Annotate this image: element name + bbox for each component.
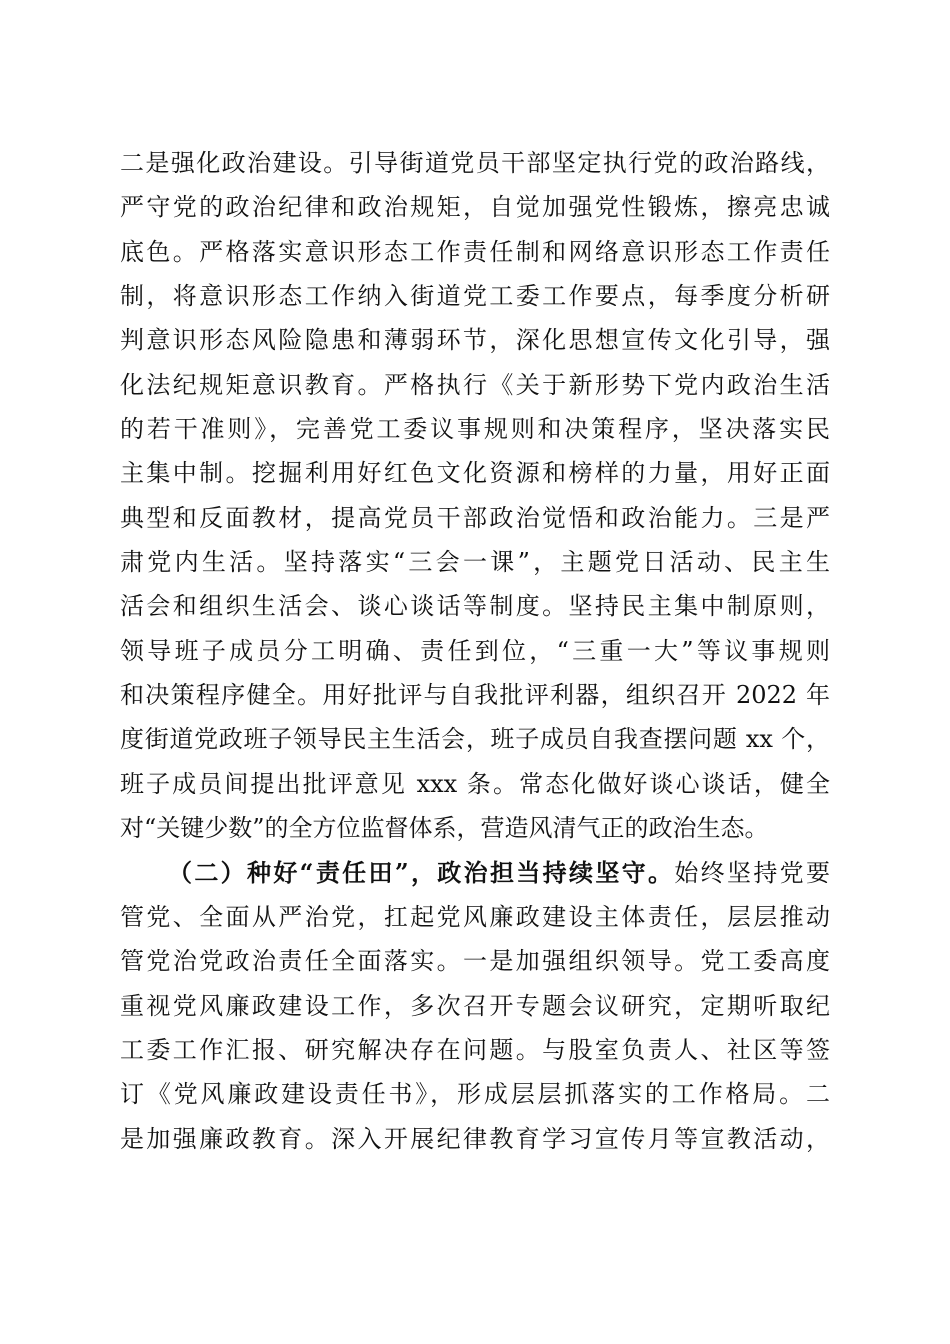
section-first-line-text: 始终坚持党要 [674, 858, 831, 887]
text-line: 严守党的政治纪律和政治规矩，自觉加强党性锻炼，擦亮忠诚 [120, 193, 830, 222]
text-line: 对“关键少数”的全方位监督体系，营造风清气正的政治生态。 [120, 814, 769, 843]
text-line: 订《党风廉政建设责任书》，形成层层抓落实的工作格局。二 [120, 1080, 830, 1109]
text-line: 活会和组织生活会、谈心谈话等制度。坚持民主集中制原则， [120, 592, 830, 621]
section-heading: （二）种好“责任田”，政治担当持续坚守。 [168, 857, 675, 887]
text-line: 是加强廉政教育。深入开展纪律教育学习宣传月等宣教活动， [120, 1124, 830, 1153]
text-line: 工委工作汇报、研究解决存在问题。与股室负责人、社区等签 [120, 1035, 830, 1064]
text-line: 管党治党政治责任全面落实。一是加强组织领导。党工委高度 [120, 947, 830, 976]
text-line: 管党、全面从严治党，扛起党风廉政建设主体责任，层层推动 [120, 902, 830, 931]
text-line: 典型和反面教材，提高党员干部政治觉悟和政治能力。三是严 [120, 503, 830, 532]
text-line: 重视党风廉政建设工作，多次召开专题会议研究，定期听取纪 [120, 991, 830, 1020]
text-line: 班子成员间提出批评意见 xxx 条。常态化做好谈心谈话，健全 [120, 769, 830, 798]
section-first-line [120, 851, 830, 895]
text-line: 化法纪规矩意识教育。严格执行《关于新形势下党内政治生活 [120, 370, 830, 399]
body-text [120, 141, 830, 1161]
text-line: 判意识形态风险隐患和薄弱环节，深化思想宣传文化引导，强 [120, 326, 830, 355]
text-line: 度街道党政班子领导民主生活会，班子成员自我查摆问题 xx 个， [120, 725, 830, 754]
text-line: 和决策程序健全。用好批评与自我批评利器，组织召开 2022 年 [120, 681, 830, 710]
text-line: 领导班子成员分工明确、责任到位，“三重一大”等议事规则 [120, 636, 830, 665]
text-line: 二是强化政治建设。引导街道党员干部坚定执行党的政治路线， [120, 149, 830, 177]
text-line: 制，将意识形态工作纳入街道党工委工作要点，每季度分析研 [120, 282, 830, 311]
text-line: 主集中制。挖掘利用好红色文化资源和榜样的力量，用好正面 [120, 459, 830, 488]
text-line: 肃党内生活。坚持落实“三会一课”，主题党日活动、民主生 [120, 548, 830, 577]
text-line: 的若干准则》，完善党工委议事规则和决策程序，坚决落实民 [120, 415, 830, 444]
text-line: 底色。严格落实意识形态工作责任制和网络意识形态工作责任 [120, 237, 830, 266]
